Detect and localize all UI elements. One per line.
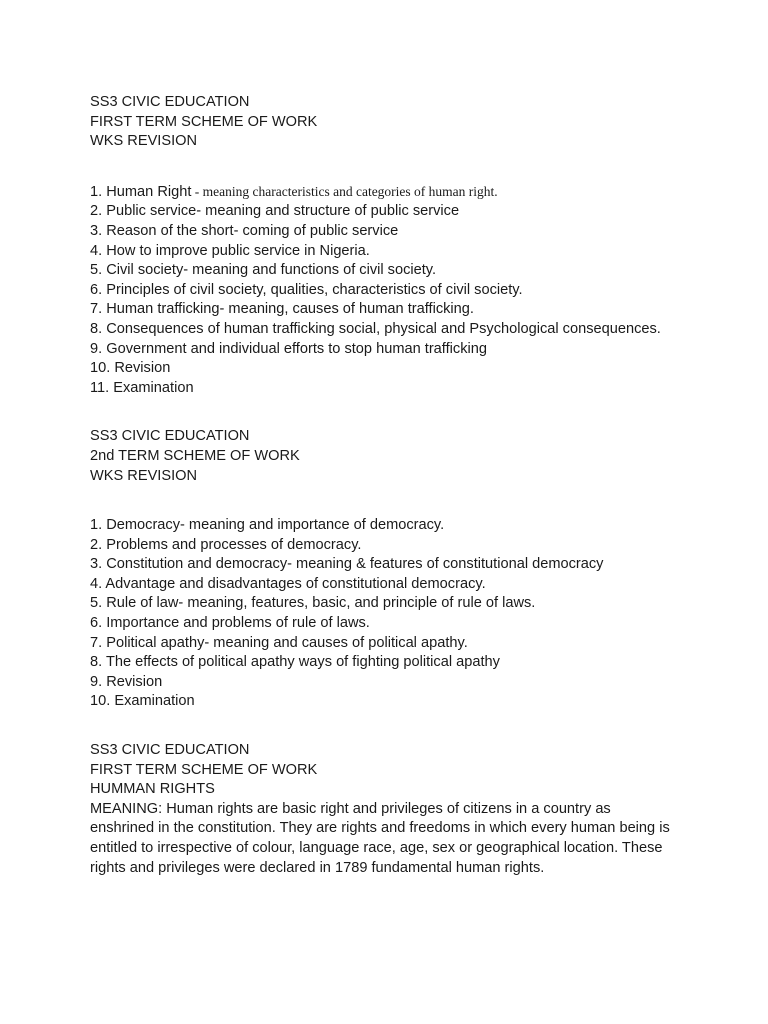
list-item <box>90 320 670 340</box>
list-item <box>90 182 670 203</box>
list-item <box>90 516 670 536</box>
second-term-section <box>90 427 670 712</box>
list-item-text: 2. Public service- meaning and structure of public service <box>90 203 460 220</box>
human-rights-section <box>90 741 670 878</box>
section-heading-topic: HUMMAN RIGHTS <box>90 781 215 798</box>
list-item-text: 6. Importance and problems of rule of laws. <box>90 615 370 632</box>
second-term-topic-list <box>90 516 670 712</box>
list-item <box>90 614 670 634</box>
list-item-text: 5. Rule of law- meaning, features, basic, and principle of rule of laws. <box>90 595 536 612</box>
list-item <box>90 692 670 712</box>
list-item <box>90 261 670 281</box>
list-item <box>90 359 670 379</box>
list-item <box>90 300 670 320</box>
list-item-suffix: - meaning characteristics and categories of human right. <box>191 183 498 199</box>
section-heading-term: FIRST TERM SCHEME OF WORK <box>90 761 318 778</box>
list-item <box>90 536 670 556</box>
list-item <box>90 379 670 399</box>
list-item-text: 10. Examination <box>90 693 195 710</box>
list-item-text: 8. Consequences of human trafficking social, physical and Psychological consequences. <box>90 320 661 337</box>
list-item <box>90 594 670 614</box>
list-item <box>90 222 670 242</box>
list-item-text: 2. Problems and processes of democracy. <box>90 536 362 553</box>
list-item-text: 4. How to improve public service in Nigeria. <box>90 242 370 259</box>
list-item <box>90 653 670 673</box>
list-item-text: 1. Democracy- meaning and importance of democracy. <box>90 517 445 534</box>
list-item-text: 11. Examination <box>90 379 194 396</box>
list-item-text: 7. Political apathy- meaning and causes of political apathy. <box>90 634 468 651</box>
first-term-topic-list <box>90 182 670 399</box>
list-item-text: 10. Revision <box>90 360 171 377</box>
list-item <box>90 242 670 262</box>
section-heading-weeks: WKS REVISION <box>90 133 198 150</box>
list-item <box>90 634 670 654</box>
human-rights-meaning-paragraph: MEANING: Human rights are basic right and privileges of citizens in a country as enshrined in the constitution. They are rights and freedoms in which every human being is entitled to irrespective of colour, language race, age, sex or geographical location. These rights and privileges were declared in 1789 fundamental human rights. <box>90 800 670 876</box>
list-item <box>90 202 670 222</box>
list-item-text: 4. Advantage and disadvantages of constitutional democracy. <box>90 575 486 592</box>
list-item <box>90 575 670 595</box>
list-item <box>90 340 670 360</box>
section-heading-weeks: WKS REVISION <box>90 467 198 484</box>
list-item-text: 8. The effects of political apathy ways of fighting political apathy <box>90 654 500 671</box>
list-item <box>90 673 670 693</box>
list-item-text: 9. Revision <box>90 673 163 690</box>
document-page <box>90 93 670 878</box>
list-item-text: 3. Constitution and democracy- meaning & features of constitutional democracy <box>90 556 604 573</box>
list-item-text: 1. Human Right <box>90 183 192 200</box>
list-item-text: 3. Reason of the short- coming of public service <box>90 222 399 239</box>
list-item-text: 7. Human trafficking- meaning, causes of human trafficking. <box>90 301 474 318</box>
section-heading-term: 2nd TERM SCHEME OF WORK <box>90 447 300 464</box>
list-item-text: 6. Principles of civil society, qualities, characteristics of civil society. <box>90 281 523 298</box>
list-item-text: 9. Government and individual efforts to stop human trafficking <box>90 340 487 357</box>
section-heading-subject: SS3 CIVIC EDUCATION <box>90 94 250 110</box>
list-item-text: 5. Civil society- meaning and functions of civil society. <box>90 262 437 279</box>
list-item <box>90 555 670 575</box>
section-heading-subject: SS3 CIVIC EDUCATION <box>90 428 250 445</box>
first-term-section <box>90 93 670 398</box>
list-item <box>90 281 670 301</box>
section-heading-term: FIRST TERM SCHEME OF WORK <box>90 113 318 130</box>
section-heading-subject: SS3 CIVIC EDUCATION <box>90 742 250 759</box>
